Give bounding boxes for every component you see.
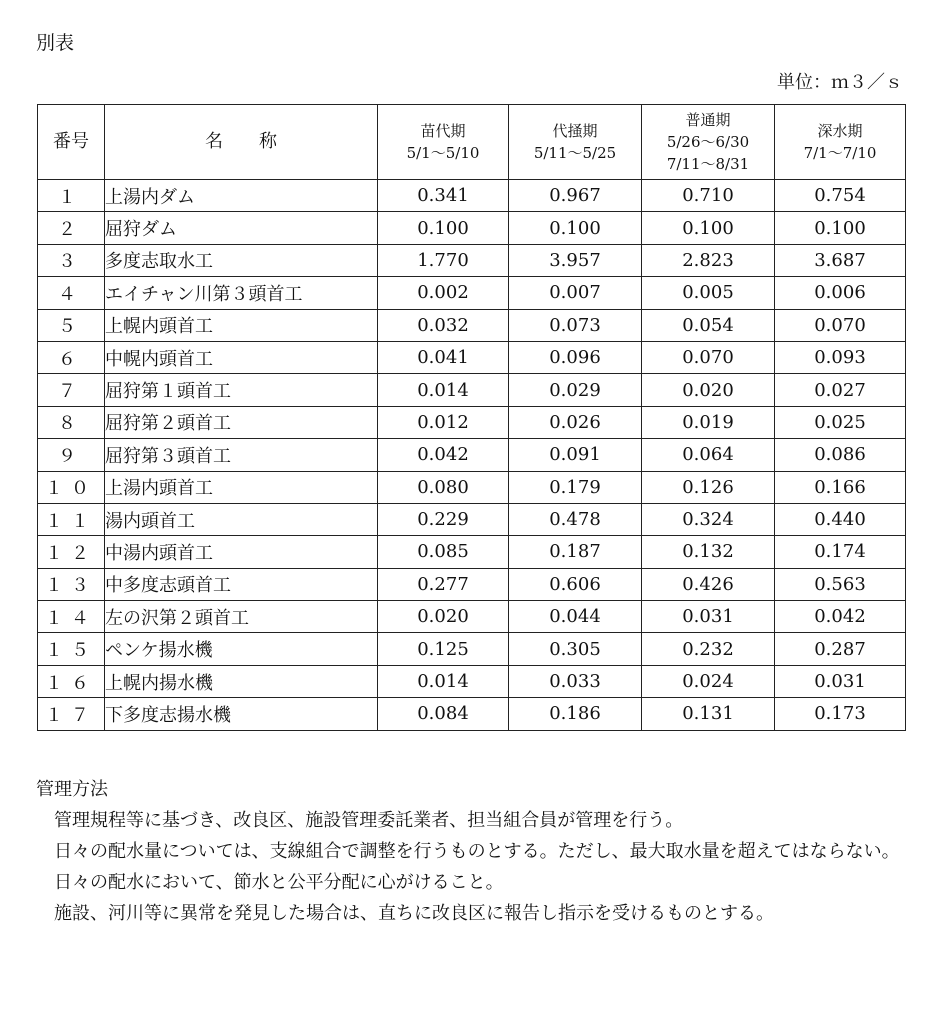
flow-value: 0.091 xyxy=(509,439,642,471)
facility-name: 中湯内頭首工 xyxy=(105,536,378,568)
table-row xyxy=(38,601,906,633)
facility-name: 中多度志頭首工 xyxy=(105,568,378,600)
facility-name: 上幌内揚水機 xyxy=(105,665,378,697)
flow-value: 0.024 xyxy=(642,665,775,697)
flow-value: 0.020 xyxy=(642,374,775,406)
row-number: ７ xyxy=(38,374,105,406)
flow-value: 0.031 xyxy=(775,665,906,697)
flow-value: 0.029 xyxy=(509,374,642,406)
table-row xyxy=(38,180,906,212)
flow-value: 2.823 xyxy=(642,244,775,276)
row-number: ４ xyxy=(38,277,105,309)
flow-value: 0.041 xyxy=(378,341,509,373)
facility-name: 左の沢第２頭首工 xyxy=(105,601,378,633)
flow-value: 0.132 xyxy=(642,536,775,568)
table-row xyxy=(38,277,906,309)
flow-value: 0.232 xyxy=(642,633,775,665)
table-row xyxy=(38,309,906,341)
flow-value: 0.606 xyxy=(509,568,642,600)
row-number: １４ xyxy=(38,601,105,633)
row-number: ３ xyxy=(38,244,105,276)
flow-value: 0.229 xyxy=(378,503,509,535)
facility-name: 屈狩第１頭首工 xyxy=(105,374,378,406)
table-body xyxy=(38,180,906,731)
facility-name: 下多度志揚水機 xyxy=(105,698,378,730)
facility-name: 上湯内頭首工 xyxy=(105,471,378,503)
flow-value: 0.305 xyxy=(509,633,642,665)
flow-value: 0.100 xyxy=(775,212,906,244)
flow-value: 0.014 xyxy=(378,665,509,697)
flow-value: 0.100 xyxy=(378,212,509,244)
flow-value: 0.563 xyxy=(775,568,906,600)
flow-value: 0.125 xyxy=(378,633,509,665)
management-title: 管理方法 xyxy=(36,779,108,800)
row-number: １２ xyxy=(38,536,105,568)
facility-name: ペンケ揚水機 xyxy=(105,633,378,665)
flow-value: 0.005 xyxy=(642,277,775,309)
flow-value: 1.770 xyxy=(378,244,509,276)
water-allocation-table xyxy=(37,104,906,731)
period-range: 7/1～7/10 xyxy=(803,144,877,162)
row-number: ２ xyxy=(38,212,105,244)
flow-value: 0.007 xyxy=(509,277,642,309)
flow-value: 0.341 xyxy=(378,180,509,212)
flow-value: 0.093 xyxy=(775,341,906,373)
facility-name: 湯内頭首工 xyxy=(105,503,378,535)
table-row xyxy=(38,406,906,438)
flow-value: 0.012 xyxy=(378,406,509,438)
flow-value: 0.070 xyxy=(775,309,906,341)
flow-value: 0.126 xyxy=(642,471,775,503)
flow-value: 0.096 xyxy=(509,341,642,373)
row-number: １７ xyxy=(38,698,105,730)
facility-name: 上幌内頭首工 xyxy=(105,309,378,341)
flow-value: 0.440 xyxy=(775,503,906,535)
flow-value: 3.957 xyxy=(509,244,642,276)
management-paragraph: 施設、河川等に異常を発見した場合は、直ちに改良区に報告し指示を受けるものとする。 xyxy=(54,903,774,924)
table-row xyxy=(38,341,906,373)
header-period xyxy=(509,105,642,180)
facility-name: 屈狩第２頭首工 xyxy=(105,406,378,438)
period-name: 苗代期 xyxy=(420,122,466,140)
period-range: 5/26～6/30 xyxy=(666,133,750,151)
period-name: 代掻期 xyxy=(552,122,598,140)
table-header-row xyxy=(38,105,906,180)
management-paragraph: 管理規程等に基づき、改良区、施設管理委託業者、担当組合員が管理を行う。 xyxy=(54,810,684,831)
row-number: ６ xyxy=(38,341,105,373)
header-name: 名 称 xyxy=(105,105,378,180)
row-number: １１ xyxy=(38,503,105,535)
table-row xyxy=(38,665,906,697)
table-row xyxy=(38,633,906,665)
period-range: 5/1～5/10 xyxy=(406,144,480,162)
flow-value: 0.020 xyxy=(378,601,509,633)
flow-value: 0.754 xyxy=(775,180,906,212)
flow-value: 0.085 xyxy=(378,536,509,568)
flow-value: 0.019 xyxy=(642,406,775,438)
table-row xyxy=(38,212,906,244)
table-row xyxy=(38,568,906,600)
flow-value: 0.967 xyxy=(509,180,642,212)
row-number: ５ xyxy=(38,309,105,341)
table-row xyxy=(38,471,906,503)
period-range: 5/11～5/25 xyxy=(533,144,617,162)
flow-value: 0.179 xyxy=(509,471,642,503)
table-row xyxy=(38,698,906,730)
unit-label: 単位：ｍ３／ｓ xyxy=(777,72,903,93)
flow-value: 0.100 xyxy=(509,212,642,244)
flow-value: 0.186 xyxy=(509,698,642,730)
flow-value: 0.006 xyxy=(775,277,906,309)
flow-value: 0.324 xyxy=(642,503,775,535)
flow-value: 0.042 xyxy=(378,439,509,471)
flow-value: 0.042 xyxy=(775,601,906,633)
period-range: 7/11～8/31 xyxy=(666,155,750,173)
facility-name: 屈狩ダム xyxy=(105,212,378,244)
facility-name: 中幌内頭首工 xyxy=(105,341,378,373)
facility-name: 上湯内ダム xyxy=(105,180,378,212)
row-number: １５ xyxy=(38,633,105,665)
table-row xyxy=(38,536,906,568)
flow-value: 3.687 xyxy=(775,244,906,276)
management-section xyxy=(36,774,908,929)
flow-value: 0.044 xyxy=(509,601,642,633)
management-paragraph: 日々の配水量については、支線組合で調整を行うものとする。ただし、最大取水量を超えてはならない。 xyxy=(54,841,900,862)
row-number: ９ xyxy=(38,439,105,471)
row-number: １６ xyxy=(38,665,105,697)
flow-value: 0.187 xyxy=(509,536,642,568)
flow-value: 0.086 xyxy=(775,439,906,471)
flow-value: 0.084 xyxy=(378,698,509,730)
flow-value: 0.710 xyxy=(642,180,775,212)
flow-value: 0.026 xyxy=(509,406,642,438)
flow-value: 0.166 xyxy=(775,471,906,503)
flow-value: 0.478 xyxy=(509,503,642,535)
flow-value: 0.033 xyxy=(509,665,642,697)
header-period xyxy=(642,105,775,180)
flow-value: 0.073 xyxy=(509,309,642,341)
flow-value: 0.054 xyxy=(642,309,775,341)
header-period xyxy=(378,105,509,180)
table-row xyxy=(38,374,906,406)
flow-value: 0.100 xyxy=(642,212,775,244)
table-row xyxy=(38,244,906,276)
period-name: 普通期 xyxy=(685,111,731,129)
table-row xyxy=(38,439,906,471)
facility-name: 多度志取水工 xyxy=(105,244,378,276)
row-number: １ xyxy=(38,180,105,212)
flow-value: 0.027 xyxy=(775,374,906,406)
header-period xyxy=(775,105,906,180)
flow-value: 0.174 xyxy=(775,536,906,568)
flow-value: 0.426 xyxy=(642,568,775,600)
period-name: 深水期 xyxy=(817,122,863,140)
header-no: 番号 xyxy=(38,105,105,180)
flow-value: 0.070 xyxy=(642,341,775,373)
flow-value: 0.080 xyxy=(378,471,509,503)
row-number: ８ xyxy=(38,406,105,438)
row-number: １０ xyxy=(38,471,105,503)
flow-value: 0.131 xyxy=(642,698,775,730)
table-row xyxy=(38,503,906,535)
flow-value: 0.173 xyxy=(775,698,906,730)
flow-value: 0.032 xyxy=(378,309,509,341)
flow-value: 0.014 xyxy=(378,374,509,406)
flow-value: 0.277 xyxy=(378,568,509,600)
facility-name: 屈狩第３頭首工 xyxy=(105,439,378,471)
flow-value: 0.025 xyxy=(775,406,906,438)
flow-value: 0.002 xyxy=(378,277,509,309)
facility-name: エイチャン川第３頭首工 xyxy=(105,277,378,309)
row-number: １３ xyxy=(38,568,105,600)
flow-value: 0.031 xyxy=(642,601,775,633)
flow-value: 0.287 xyxy=(775,633,906,665)
page-heading: 別表 xyxy=(36,32,75,54)
management-paragraph: 日々の配水において、節水と公平分配に心がけること。 xyxy=(54,872,504,893)
flow-value: 0.064 xyxy=(642,439,775,471)
